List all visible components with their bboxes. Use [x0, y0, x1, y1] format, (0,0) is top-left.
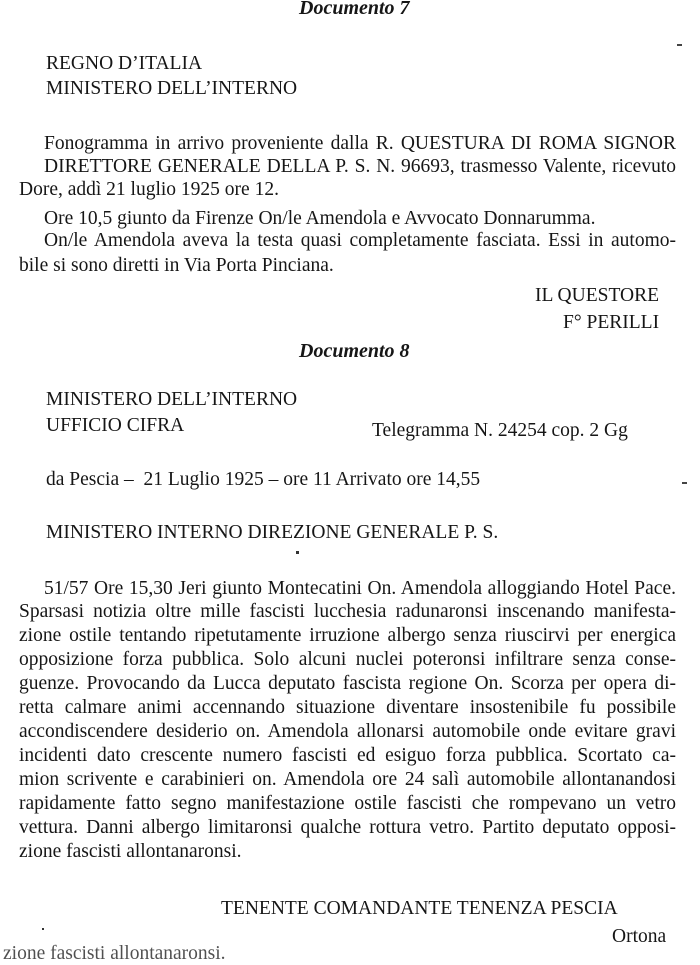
doc7-body-line: Fonogramma in arrivo proveniente dalla R. QUESTURA DI ROMA SIGNOR: [44, 133, 676, 154]
scan-mark: [677, 44, 682, 46]
doc8-origin-line: da Pescia – 21 Luglio 1925 – ore 11 Arrivato ore 14,55: [46, 469, 481, 490]
doc8-body-line: zione ostile tentando ripetutamente irruzione albergo senza riuscirvi per energica: [19, 625, 676, 646]
doc8-addressee: MINISTERO INTERNO DIREZIONE GENERALE P. S.: [46, 522, 499, 543]
doc8-signature-name: Ortona: [612, 926, 667, 947]
doc8-body-line: mion scrivente e carabinieri on. Amendola ore 24 salì automobile allontanandosi: [19, 769, 676, 790]
document-7-heading: Documento 7: [299, 0, 410, 19]
doc8-body-line: 51/57 Ore 15,30 Jeri giunto Montecatini On. Amendola alloggiando Hotel Pace.: [44, 578, 676, 599]
doc7-body-line: DIRETTORE GENERALE DELLA P. S. N. 96693, trasmesso Valente, ricevuto: [44, 156, 676, 177]
doc8-body-line: opposizione forza pubblica. Solo alcuni nuclei poteronsi infiltrare senza conse-: [19, 649, 676, 670]
document-8-heading: Documento 8: [299, 340, 410, 362]
doc7-signature-title: IL QUESTORE: [535, 285, 660, 306]
doc8-body-line: incidenti dato crescente numero fascisti ed esiguo forza pubblica. Scortato ca-: [19, 745, 676, 766]
doc8-body-line: Sparsasi notizia oltre mille fascisti lucchesia radunaronsi inscenando manifesta-: [19, 601, 676, 622]
scan-speck: [296, 551, 299, 554]
doc8-telegram-reference: Telegramma N. 24254 cop. 2 Gg: [372, 420, 628, 441]
doc8-body-line: guenze. Provocando da Lucca deputato fascista regione On. Scorza per opera di-: [19, 673, 676, 694]
doc8-body-line: rapidamente fatto segno manifestazione ostile fascisti che rompevano un vetro: [19, 793, 676, 814]
doc8-body-line: vettura. Danni albergo limitaronsi qualche rottura vetro. Partito deputato opposi-: [19, 817, 676, 838]
doc7-header-kingdom: REGNO D’ITALIA: [46, 53, 203, 74]
doc7-signature-name: F° PERILLI: [563, 312, 660, 333]
scan-speck: [42, 928, 44, 930]
doc8-header-ministry: MINISTERO DELL’INTERNO: [46, 389, 298, 410]
doc8-body-line: zione fascisti allontanaronsi.: [19, 841, 242, 862]
doc7-signature-name-clipped: [563, 310, 683, 333]
doc7-body-line: On/le Amendola aveva la testa quasi completamente fasciata. Essi in automo-: [44, 230, 676, 251]
bleed-through-text-clipped: [3, 943, 263, 964]
doc8-signature-title: TENENTE COMANDANTE TENENZA PESCIA: [221, 898, 618, 919]
bleed-through-text: zione fascisti allontanaronsi.: [3, 943, 226, 964]
doc8-header-office: UFFICIO CIFRA: [46, 415, 185, 436]
doc8-body-line: accondiscendere desiderio on. Amendola allonarsi automobile onde evitare gravi: [19, 721, 676, 742]
scan-mark: [682, 482, 687, 484]
doc7-body-line: Ore 10,5 giunto da Firenze On/le Amendola e Avvocato Donnarumma.: [44, 208, 596, 229]
doc7-header-ministry: MINISTERO DELL’INTERNO: [46, 78, 298, 99]
doc7-body-line: Dore, addì 21 luglio 1925 ore 12.: [19, 179, 279, 200]
doc7-body-line: bile si sono diretti in Via Porta Pinciana.: [19, 255, 334, 276]
doc8-body-line: retta calmare animi accennando situazione diventare insostenibile fu possibile: [19, 697, 676, 718]
